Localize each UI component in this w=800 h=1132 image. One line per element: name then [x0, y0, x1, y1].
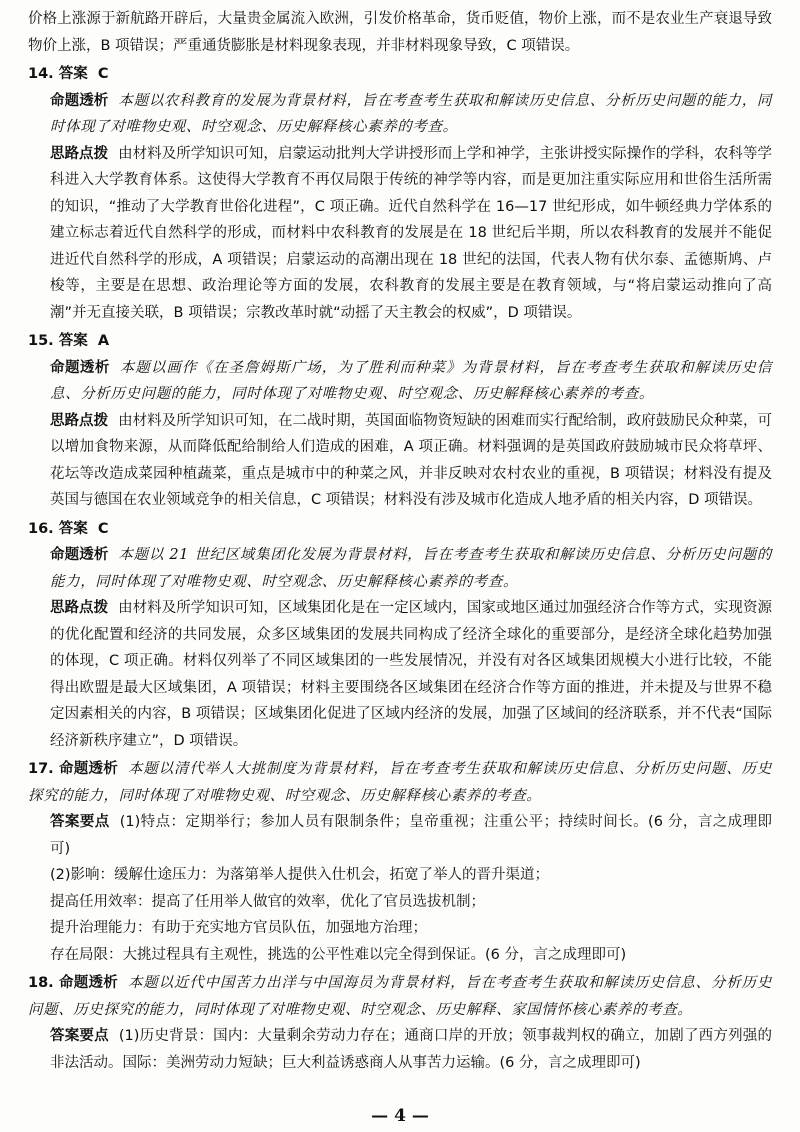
q15-answer: A: [97, 333, 110, 349]
q16-answer: C: [97, 520, 109, 537]
q18-points: [28, 1023, 772, 1076]
page-number: — 4 —: [371, 1106, 429, 1126]
intro-label: 命题透析: [50, 359, 110, 376]
intro-label: 命题透析: [50, 92, 109, 109]
q18-number: 18.: [28, 975, 54, 991]
q16-answer-heading: [28, 516, 772, 543]
q15-analysis: [28, 408, 772, 514]
q16-analysis: [28, 595, 772, 754]
q16-intro-text: 本题以 21 世纪区域集团化发展为背景材料，旨在考查考生获取和解读历史信息、分析历史问题的能力，同时体现了对唯物史观、时空观念、历史解释核心素养的考查。: [50, 547, 772, 590]
analysis-label: 思路点拨: [50, 600, 109, 616]
analysis-label: 思路点拨: [50, 412, 109, 429]
points-label: 答案要点: [50, 814, 110, 830]
q14-intro-text: 本题以农科教育的发展为背景材料，旨在考查考生获取和解读历史信息、分析历史问题的能力，同时体现了对唯物史观、时空观念、历史解释核心素养的考查。: [50, 92, 773, 135]
analysis-label: 思路点拨: [50, 145, 109, 162]
q18-intro: [28, 970, 772, 1023]
q14-intro: [28, 88, 772, 141]
q14-analysis: [28, 141, 772, 327]
q17-line: 存在局限：大挑过程具有主观性，挑选的公平性难以完全得到保证。(6 分，言之成理即可): [50, 946, 627, 963]
intro-label: 命题透析: [58, 761, 118, 777]
q16-intro: [28, 542, 772, 595]
q16-number: 16.: [28, 520, 54, 537]
intro-label: 命题透析: [50, 547, 109, 563]
q15-answer-heading: [28, 328, 772, 355]
q17-number: 17.: [28, 761, 54, 777]
q17-points: [28, 809, 772, 862]
q17-intro: [28, 756, 772, 809]
q17-points-text: (1)特点：定期举行；参加人员有限制条件；皇帝重视；注重公平；持续时间长。(6 分，言之成理即可): [50, 814, 773, 857]
answer-label: 答案: [58, 520, 88, 537]
q13-tail: 价格上涨源于新航路开辟后，大量贵金属流入欧洲，引发价格革命，货币贬值，物价上涨，而不是农业生产衰退导致物价上涨，B 项错误；严重通货膨胀是材料现象表现，并非材料现象导致，C 项错误。: [28, 11, 772, 54]
q17-intro-text: 本题以清代举人大挑制度为背景材料，旨在考查考生获取和解读历史信息、分析历史问题、历史探究的能力，同时体现了对唯物史观、时空观念、历史解释核心素养的考查。: [28, 761, 772, 804]
q14-answer-heading: [28, 61, 772, 88]
points-label: 答案要点: [50, 1028, 109, 1044]
q15-analysis-text: 由材料及所学知识可知，在二战时期，英国面临物资短缺的困难而实行配给制，政府鼓励民众种菜，可以增加食物来源，从而降低配给制给人们造成的困难，A 项正确。材料强调的是英国政府鼓励城市民众将草坪、花坛等改造成菜园种植蔬菜，重点是城市中的种菜之风，并非反映对农村农业的重视，B 项错误；材料没有提及英国与德国在农业领域竞争的相关信息，C 项错误；材料没有涉及城市化造成人地矛盾的相关内容，D 项错误。: [50, 412, 772, 508]
q14-analysis-text: 由材料及所学知识可知，启蒙运动批判大学讲授形而上学和神学，主张讲授实际操作的学科，农科等学科进入大学教育体系。这使得大学教育不再仅局限于传统的神学等内容，而是更加注重实际应用和世俗生活所需的知识，“推动了大学教育世俗化进程”，C 项正确。近代自然科学在 16—17 世纪形成，如牛顿经典力学体系的建立标志着近代自然科学的形成，而材料中农科教育的发展是在 18 世纪后半期，所以农科教育的发展并不能促进近代自然科学的形成，A 项错误；启蒙运动的高潮出现在 18 世纪的法国，代表人物有伏尔泰、孟德斯鸠、卢梭等，主要是在思想、政治理论等方面的发展，农科教育的发展主要是在教育领域，与“将启蒙运动推向了高潮”并无直接关联，B 项错误；宗教改革时就“动摇了天主教会的权威”，D 项错误。: [50, 145, 772, 321]
q15-intro-text: 本题以画作《在圣詹姆斯广场，为了胜利而种菜》为背景材料，旨在考查考生获取和解读历史信息、分析历史问题的能力，同时体现了对唯物史观、时空观念、历史解释核心素养的考查。: [50, 359, 772, 402]
q14-answer: C: [97, 66, 109, 82]
q15-intro: [28, 355, 772, 408]
q18-intro-text: 本题以近代中国苦力出洋与中国海员为背景材料，旨在考查考生获取和解读历史信息、分析历史问题、历史探究的能力，同时体现了对唯物史观、时空观念、历史解释、家国情怀核心素养的考查。: [28, 975, 772, 1018]
intro-label: 命题透析: [58, 975, 118, 991]
answer-label: 答案: [58, 333, 88, 349]
q16-analysis-text: 由材料及所学知识可知，区域集团化是在一定区域内，国家或地区通过加强经济合作等方式，实现资源的优化配置和经济的共同发展，众多区域集团的发展共同构成了经济全球化的重要部分，是经济全球化趋势加强的体现，C 项正确。材料仅列举了不同区域集团的一些发展情况，并没有对各区域集团规模大小进行比较，不能得出欧盟是最大区域集团，A 项错误；材料主要围绕各区域集团在经济合作等方面的推进，并未提及与世界不稳定因素相关的内容，B 项错误；区域集团化促进了区域内经济的发展，加强了区域间的经济联系，并不代表“国际经济新秩序建立”，D 项错误。: [50, 600, 772, 749]
q17-line: 提升治理能力：有助于充实地方官员队伍，加强地方治理；: [50, 920, 427, 936]
q15-number: 15.: [28, 333, 54, 349]
q17-line: 提高任用效率：提高了任用举人做官的效率，优化了官员选拔机制；: [50, 893, 485, 910]
answer-label: 答案: [58, 66, 88, 82]
q14-number: 14.: [28, 66, 54, 82]
q17-line: (2)影响：缓解仕途压力：为落第举人提供入仕机会，拓宽了举人的晋升渠道；: [50, 867, 550, 883]
q18-points-text: (1)历史背景：国内：大量剩余劳动力存在；通商口岸的开放；领事裁判权的确立，加剧了西方列强的非法活动。国际：美洲劳动力短缺；巨大利益诱惑商人从事苦力运输。(6 分，言之成理即可): [50, 1028, 773, 1071]
